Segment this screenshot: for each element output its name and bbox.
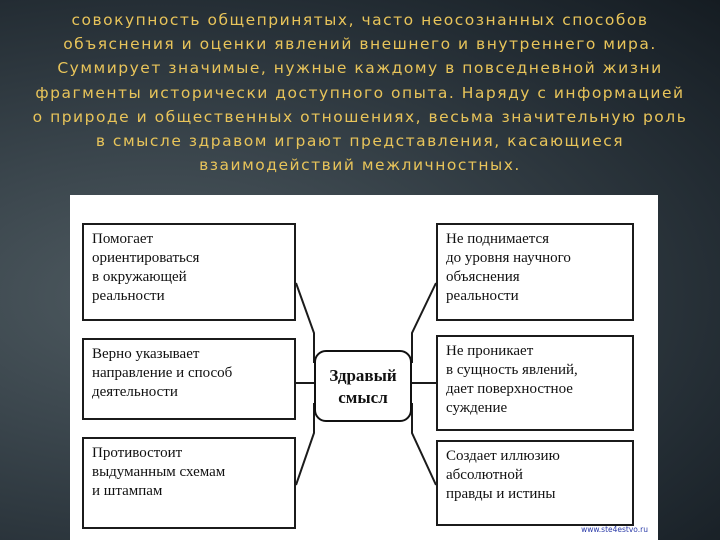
heading-line: в смысле здравом играют представления, касающиеся [95,132,625,151]
box-line: дает поверхностное [446,381,573,397]
left-box-opposes [82,437,296,529]
box-line: абсолютной [446,467,523,483]
box-line: Не поднимается [446,231,550,247]
box-line: в окружающей [92,269,187,285]
connector-left-bottom [296,403,314,485]
box-line: и штампам [92,483,163,499]
heading-line: объяснения и оценки явлений внешнего и внутреннего мира. [63,35,657,54]
box-line: реальности [446,288,519,304]
box-line: выдуманным схемам [92,464,226,480]
connector-right-top [412,283,436,363]
diagram-panel [70,195,658,540]
connector-right-bottom [412,403,436,485]
left-box-orientation [82,223,296,321]
box-line: направление и способ [92,365,233,381]
box-line: Противостоит [92,445,183,461]
box-line: деятельности [92,384,178,400]
heading-line: взаимодействий межличностных. [199,156,521,175]
center-line: смысл [338,388,388,407]
box-line: ориентироваться [92,250,200,266]
box-line: в сущность явлений, [446,362,578,378]
box-line: суждение [446,400,508,416]
box-line: Создает иллюзию [446,448,560,464]
heading-text [0,8,720,177]
center-line: Здравый [329,366,397,385]
heading-line: фрагменты исторически доступного опыта. Наряду с информацией [35,83,685,102]
heading-line: совокупность общепринятых, часто неосознанных способов [71,11,649,29]
box-line: до уровня научного [446,250,571,266]
box-line: Помогает [92,231,154,247]
connector-left-top [296,283,314,363]
heading-line: Суммирует значимые, нужные каждому в повседневной жизни [57,59,663,78]
right-box-superficial [436,335,634,431]
box-line: Не проникает [446,343,534,359]
watermark-text: www.ste4estvo.ru [581,525,648,534]
box-line: Верно указывает [92,346,200,362]
box-line: правды и истины [446,486,556,502]
box-line: объяснения [446,269,520,285]
heading-line: о природе и общественных отношениях, весьма значительную роль [32,107,688,126]
right-box-not-scientific [436,223,634,321]
left-box-direction [82,338,296,420]
right-box-illusion [436,440,634,526]
box-line: реальности [92,288,165,304]
center-node [314,350,412,422]
